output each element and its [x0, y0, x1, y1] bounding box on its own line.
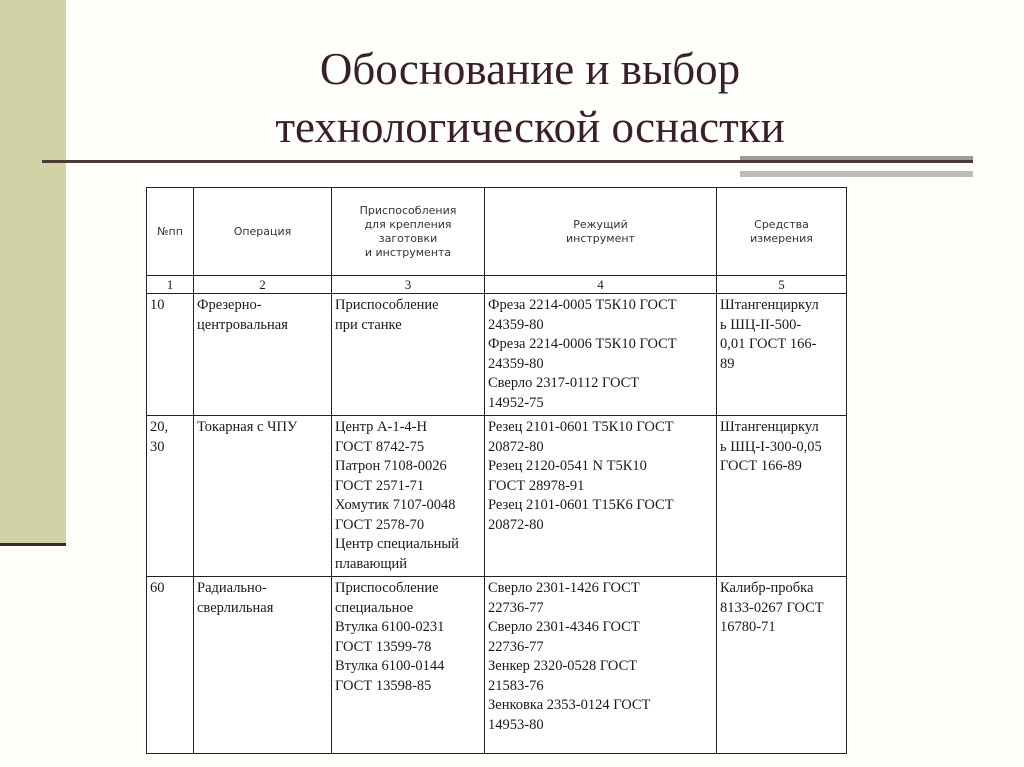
cell-fixture-line: при станке	[335, 316, 402, 333]
cell-measure-line: 16780-71	[720, 619, 776, 635]
cell-fixture-line: плавающий	[335, 555, 408, 572]
header-fixture	[332, 188, 485, 276]
title-rule-grey-bottom	[740, 171, 973, 177]
cell-measure-line: Штангенциркул	[720, 419, 819, 435]
cell-number	[147, 577, 194, 754]
cell-operation	[194, 416, 332, 577]
header-fixture-line: для крепления	[364, 217, 452, 231]
cell-measure-line: ь ШЦ-II-500-	[720, 316, 802, 333]
cell-fixture-line: Патрон 7108-0026	[335, 458, 447, 474]
table-header-row	[147, 188, 847, 276]
left-accent-underline	[0, 543, 66, 546]
left-accent-bar	[0, 0, 66, 546]
cell-number	[147, 416, 194, 577]
cell-tool-line: Сверло 2301-4346 ГОСТ	[488, 619, 640, 635]
cell-measure	[717, 577, 847, 754]
table-row	[147, 577, 847, 754]
cell-operation	[194, 577, 332, 754]
title-rule	[42, 160, 973, 163]
cell-measure-line: 89	[720, 355, 735, 372]
cell-fixture-line: Втулка 6100-0144	[335, 658, 445, 674]
cell-fixture-line: Центр специальный	[335, 536, 459, 552]
cell-fixture-line: ГОСТ 8742-75	[335, 438, 425, 455]
cell-fixture-line: Хомутик 7107-0048	[335, 497, 456, 513]
column-number: 1	[147, 276, 194, 294]
cell-fixture-line: Приспособление	[335, 580, 439, 596]
cell-tool-line: Резец 2120-0541 N Т5К10	[488, 458, 647, 474]
column-number: 5	[717, 276, 847, 294]
cell-tool-line: 14952-75	[488, 394, 544, 411]
cell-tool	[485, 577, 717, 754]
header-operation-line: Операция	[233, 224, 292, 238]
cell-tool-line: Фреза 2214-0005 Т5К10 ГОСТ	[488, 297, 677, 313]
title-line-2: технологической оснастки	[275, 102, 785, 152]
cell-measure-line: ь ШЦ-I-300-0,05	[720, 438, 822, 455]
table-row	[147, 294, 847, 416]
cell-tool-line: 20872-80	[488, 438, 544, 455]
slide-title	[140, 40, 920, 156]
header-measure-line: измерения	[750, 231, 813, 245]
column-number-row	[147, 276, 847, 294]
cell-tool-line: Сверло 2317-0112 ГОСТ	[488, 375, 640, 391]
cell-number	[147, 294, 194, 416]
cell-measure-line: 0,01 ГОСТ 166-	[720, 336, 817, 352]
header-operation	[194, 188, 332, 276]
cell-fixture	[332, 294, 485, 416]
cell-number-line: 20,	[150, 419, 169, 435]
cell-fixture-line: ГОСТ 2571-71	[335, 477, 425, 494]
cell-tool-line: 22736-77	[488, 599, 544, 616]
cell-tool-line: Фреза 2214-0006 Т5К10 ГОСТ	[488, 336, 677, 352]
cell-tool-line: 22736-77	[488, 638, 544, 655]
header-measure-line: Средства	[754, 217, 809, 231]
tooling-table	[146, 187, 847, 754]
header-fixture-line: заготовки	[378, 231, 438, 245]
title-line-1: Обоснование и выбор	[319, 44, 741, 94]
cell-operation	[194, 294, 332, 416]
header-tool	[485, 188, 717, 276]
cell-tool-line: Зенковка 2353-0124 ГОСТ	[488, 697, 651, 713]
cell-number-line: 60	[150, 580, 165, 596]
cell-fixture-line: Приспособление	[335, 297, 439, 313]
cell-tool-line: Резец 2101-0601 Т5К10 ГОСТ	[488, 419, 674, 435]
header-tool-line: Режущий	[573, 217, 628, 231]
header-number-line: №пп	[157, 224, 183, 238]
header-number	[147, 188, 194, 276]
column-number: 2	[194, 276, 332, 294]
cell-measure-line: Калибр-пробка	[720, 580, 814, 596]
table-row	[147, 416, 847, 577]
cell-measure	[717, 294, 847, 416]
cell-operation-line: Радиально-	[197, 580, 267, 596]
cell-tool-line: Зенкер 2320-0528 ГОСТ	[488, 658, 638, 674]
cell-measure-line: 8133-0267 ГОСТ	[720, 599, 824, 616]
cell-operation-line: центровальная	[197, 316, 288, 333]
cell-measure-line: Штангенциркул	[720, 297, 819, 313]
cell-fixture-line: ГОСТ 2578-70	[335, 516, 425, 533]
cell-measure	[717, 416, 847, 577]
cell-tool-line: ГОСТ 28978-91	[488, 477, 585, 494]
cell-operation-line: Фрезерно-	[197, 297, 262, 313]
cell-fixture-line: ГОСТ 13599-78	[335, 638, 432, 655]
cell-tool-line: Резец 2101-0601 Т15К6 ГОСТ	[488, 497, 674, 513]
column-number: 4	[485, 276, 717, 294]
cell-tool-line: 24359-80	[488, 355, 544, 372]
cell-tool-line: 20872-80	[488, 516, 544, 533]
cell-fixture-line: Центр А-1-4-Н	[335, 419, 427, 435]
cell-fixture-line: Втулка 6100-0231	[335, 619, 445, 635]
cell-number-line: 10	[150, 297, 165, 313]
cell-tool-line: 14953-80	[488, 716, 544, 733]
cell-measure-line: ГОСТ 166-89	[720, 458, 802, 474]
cell-tool	[485, 294, 717, 416]
header-tool-line: инструмент	[566, 231, 635, 245]
column-number: 3	[332, 276, 485, 294]
cell-tool-line: Сверло 2301-1426 ГОСТ	[488, 580, 640, 596]
cell-tool-line: 21583-76	[488, 677, 544, 694]
cell-tool-line: 24359-80	[488, 316, 544, 333]
header-fixture-line: и инструмента	[364, 245, 452, 259]
cell-operation-line: сверлильная	[197, 599, 274, 616]
cell-number-line: 30	[150, 438, 165, 455]
header-measure	[717, 188, 847, 276]
cell-fixture	[332, 416, 485, 577]
header-fixture-line: Приспособления	[359, 203, 457, 217]
cell-fixture-line: специальное	[335, 599, 414, 616]
cell-operation-line: Токарная с ЧПУ	[197, 419, 298, 435]
cell-fixture-line: ГОСТ 13598-85	[335, 677, 432, 694]
cell-fixture	[332, 577, 485, 754]
cell-tool	[485, 416, 717, 577]
